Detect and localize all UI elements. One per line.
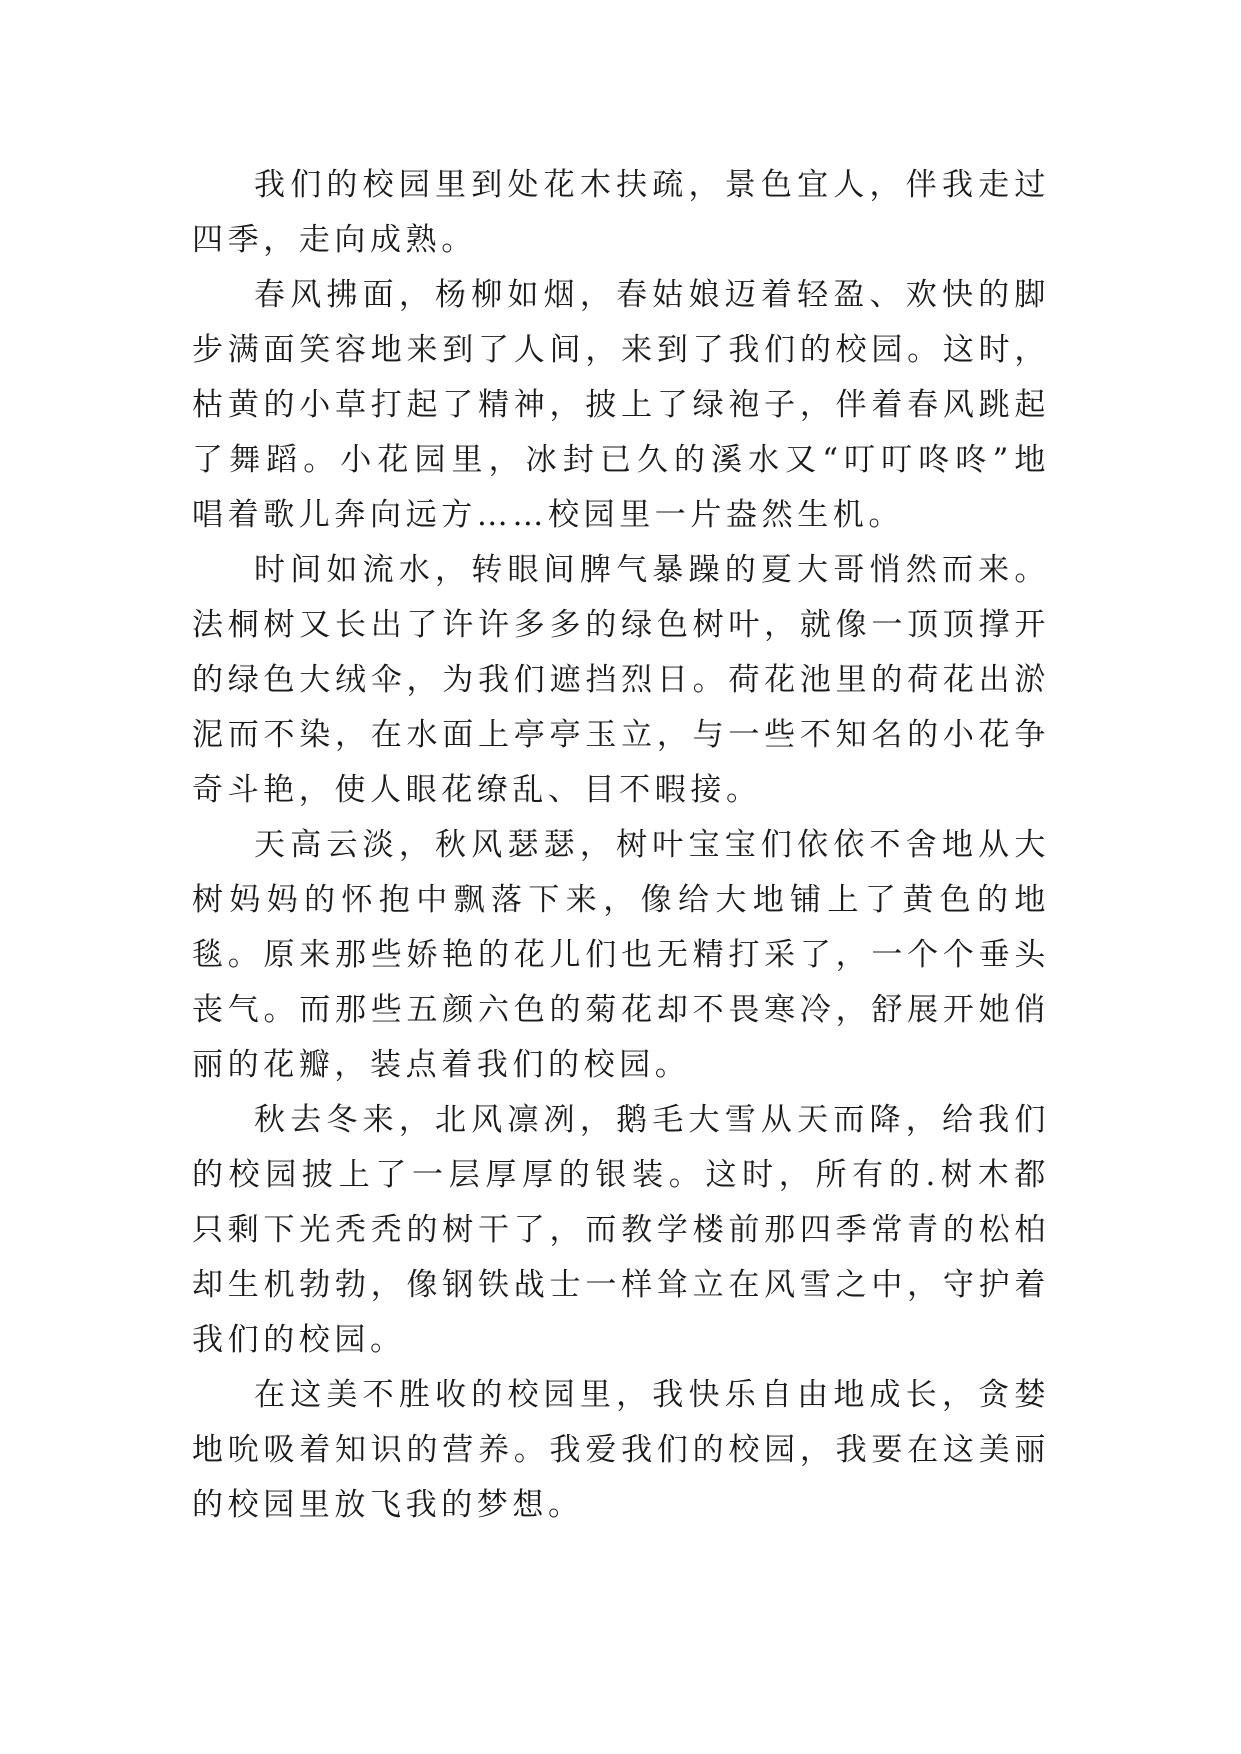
paragraph-spring: 春风拂面，杨柳如烟，春姑娘迈着轻盈、欢快的脚步满面笑容地来到了人间，来到了我们的校园。这时，枯黄的小草打起了精神，披上了绿袍子，伴着春风跳起了舞蹈。小花园里，冰封已久的溪水又“叮叮咚咚”地唱着歌儿奔向远方……校园里一片盎然生机。 (192, 277, 1050, 533)
paragraph-autumn: 天高云淡，秋风瑟瑟，树叶宝宝们依依不舍地从大树妈妈的怀抱中飘落下来，像给大地铺上了黄色的地毯。原来那些娇艳的花儿们也无精打采了，一个个垂头丧气。而那些五颜六色的菊花却不畏寒冷，舒展开她俏丽的花瓣，装点着我们的校园。 (192, 827, 1050, 1083)
document-body (192, 158, 1050, 1533)
paragraph-winter: 秋去冬来，北风凛冽，鹅毛大雪从天而降，给我们的校园披上了一层厚厚的银装。这时，所有的.树木都只剩下光秃秃的树干了，而教学楼前那四季常青的松柏却生机勃勃，像钢铁战士一样耸立在风雪之中，守护着我们的校园。 (192, 1102, 1050, 1358)
paragraph-conclusion: 在这美不胜收的校园里，我快乐自由地成长，贪婪地吮吸着知识的营养。我爱我们的校园，我要在这美丽的校园里放飞我的梦想。 (192, 1377, 1050, 1523)
paragraph-summer: 时间如流水，转眼间脾气暴躁的夏大哥悄然而来。法桐树又长出了许许多多的绿色树叶，就像一顶顶撑开的绿色大绒伞，为我们遮挡烈日。荷花池里的荷花出淤泥而不染，在水面上亭亭玉立，与一些不知名的小花争奇斗艳，使人眼花缭乱、目不暇接。 (192, 552, 1050, 808)
paragraph-intro: 我们的校园里到处花木扶疏，景色宜人，伴我走过四季，走向成熟。 (192, 167, 1050, 258)
